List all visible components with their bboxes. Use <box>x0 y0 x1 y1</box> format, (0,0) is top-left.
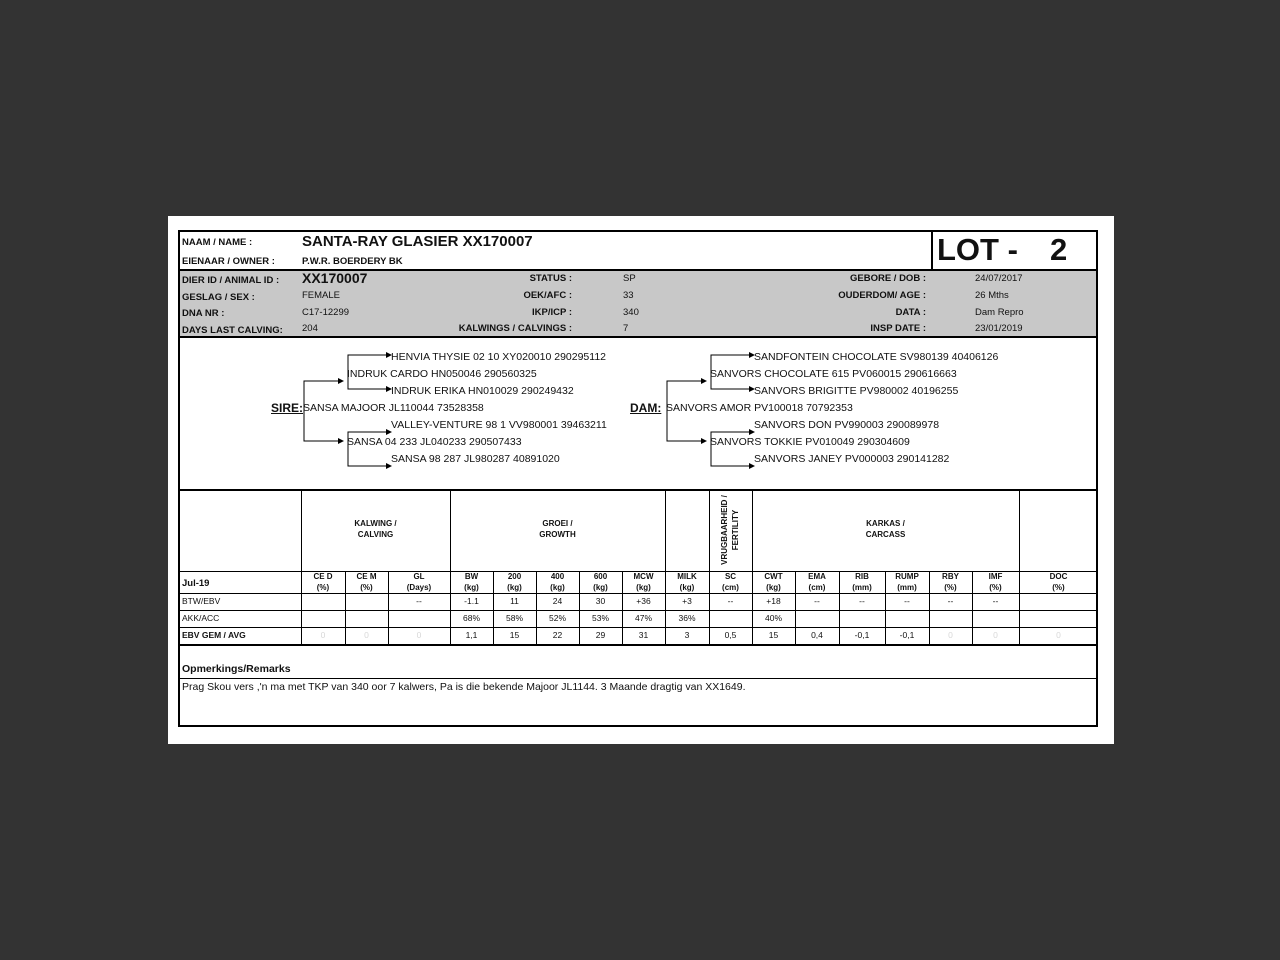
column-header-line: DOC <box>1049 572 1068 581</box>
table-cell: +18 <box>766 596 781 606</box>
group-growth <box>450 518 665 540</box>
dob-value: 24/07/2017 <box>975 273 1023 284</box>
divider <box>709 490 710 571</box>
lot-card <box>178 230 1098 727</box>
dob-label: GEBORE / DOB : <box>849 273 926 284</box>
column-header-line: EMA <box>808 572 826 581</box>
column-header <box>885 572 929 593</box>
column-header-line: (%) <box>944 582 957 592</box>
sire-dam-dam: SANSA 98 287 JL980287 40891020 <box>391 453 560 465</box>
table-cell: -0,1 <box>854 630 870 640</box>
column-header <box>536 572 579 593</box>
sire-dam: SANSA 04 233 JL040233 290507433 <box>347 436 522 448</box>
name-label: NAAM / NAME : <box>182 237 253 248</box>
table-cell: 22 <box>552 630 563 640</box>
column-header-line: 200 <box>507 572 522 581</box>
column-header-line: (%) <box>360 582 373 592</box>
column-header-line: 400 <box>550 572 565 581</box>
group-calving <box>301 518 450 540</box>
table-cell: -- <box>814 596 820 606</box>
column-header-line: (%) <box>316 582 330 592</box>
column-header <box>795 572 839 593</box>
column-header <box>622 572 665 593</box>
column-header-line: RIB <box>855 572 869 581</box>
group-calving-line: KALWING / <box>354 519 397 528</box>
sex-value: FEMALE <box>302 290 341 301</box>
group-fertility <box>719 485 741 575</box>
table-cell: -- <box>947 596 954 606</box>
sire-sire-sire: HENVIA THYSIE 02 10 XY020010 290295112 <box>391 351 607 363</box>
row-label: EBV GEM / AVG <box>182 630 246 640</box>
divider <box>180 644 1096 646</box>
column-header-line: (kg) <box>464 582 479 592</box>
table-cell: 52% <box>548 613 566 623</box>
sire: SANSA MAJOOR JL110044 73528358 <box>303 402 484 414</box>
column-header-line: (mm) <box>897 582 917 592</box>
group-carcass <box>752 518 1019 540</box>
divider <box>180 593 1096 594</box>
group-growth-line: GROEI / <box>542 519 573 528</box>
table-cell: 40% <box>764 613 782 623</box>
group-fertility-line: VRUGBAARHEID / <box>720 495 729 565</box>
column-header <box>972 572 1019 593</box>
dna-value: C17-12299 <box>302 307 350 318</box>
age-label: OUDERDOM/ AGE : <box>838 290 926 301</box>
column-header-line: (cm) <box>808 582 826 592</box>
dam-label: DAM: <box>630 401 662 415</box>
column-header-line: (kg) <box>679 582 695 592</box>
group-calving-line: CALVING <box>357 530 394 539</box>
table-cell: +36 <box>636 596 651 606</box>
column-header <box>1019 572 1098 593</box>
table-cell: 11 <box>510 596 519 606</box>
divider <box>180 627 1096 628</box>
column-header <box>579 572 622 593</box>
table-cell: -- <box>416 596 422 606</box>
group-growth-line: GROWTH <box>539 530 576 539</box>
column-header <box>450 572 493 593</box>
divider <box>180 678 1096 679</box>
icp-label: IKP/ICP : <box>532 307 572 318</box>
column-header-line: (kg) <box>550 582 565 592</box>
table-cell: 36% <box>678 613 696 623</box>
column-header-line: (kg) <box>593 582 608 592</box>
data-label: DATA : <box>895 307 926 318</box>
sex-label: GESLAG / SEX : <box>182 292 255 303</box>
dam-sire-dam: SANVORS BRIGITTE PV980002 40196255 <box>754 385 959 397</box>
column-header <box>709 572 752 593</box>
table-cell: 0 <box>320 630 326 640</box>
status-label: STATUS : <box>529 273 572 284</box>
table-cell: 31 <box>638 630 649 640</box>
dam-dam-sire: SANVORS DON PV990003 290089978 <box>754 419 940 431</box>
column-header-line: IMF <box>988 572 1003 581</box>
table-cell: 15 <box>768 630 779 640</box>
table-cell: -1.1 <box>464 596 479 606</box>
dam-dam-dam: SANVORS JANEY PV000003 290141282 <box>754 453 950 465</box>
column-header-line: (%) <box>1052 582 1065 592</box>
group-carcass-line: KARKAS / <box>866 519 905 528</box>
sire-dam-sire: VALLEY-VENTURE 98 1 VV980001 39463211 <box>391 419 607 431</box>
dna-label: DNA NR : <box>182 308 225 319</box>
row-label: AKK/ACC <box>182 613 220 623</box>
column-header <box>665 572 709 593</box>
table-cell: 24 <box>552 596 563 606</box>
column-header-line: GL <box>413 572 425 581</box>
paper-sheet <box>168 216 1114 744</box>
owner-label: EIENAAR / OWNER : <box>182 256 275 267</box>
lot-number: 2 <box>1050 232 1068 267</box>
calvings-label: KALWINGS / CALVINGS : <box>458 323 572 334</box>
table-cell: 0 <box>364 630 369 640</box>
calvings-value: 7 <box>623 323 629 334</box>
table-cell: 1,1 <box>465 630 478 640</box>
column-header <box>345 572 388 593</box>
animal-id-value: XX170007 <box>302 270 368 286</box>
table-cell: -- <box>904 596 910 606</box>
insp-label: INSP DATE : <box>870 323 926 334</box>
status-value: SP <box>623 273 636 284</box>
animal-id-label: DIER ID / ANIMAL ID : <box>182 275 280 286</box>
table-cell: 53% <box>591 613 609 623</box>
divider <box>180 489 1096 491</box>
column-header-line: BW <box>464 572 479 581</box>
insp-value: 23/01/2019 <box>975 323 1023 334</box>
column-header-line: 600 <box>593 572 608 581</box>
table-cell: 47% <box>634 613 652 623</box>
column-header <box>388 572 450 593</box>
column-header-line: (%) <box>989 582 1002 592</box>
afc-value: 33 <box>623 290 634 301</box>
column-header-line: RUMP <box>895 572 919 581</box>
column-header <box>301 572 345 593</box>
column-header-line: (Days) <box>406 582 432 592</box>
column-header-line: (cm) <box>722 582 739 592</box>
age-value: 26 Mths <box>975 290 1009 301</box>
table-cell: 29 <box>595 630 606 640</box>
divider <box>1019 490 1020 571</box>
column-header <box>929 572 972 593</box>
period-label: Jul-19 <box>182 578 210 589</box>
days-label: DAYS LAST CALVING: <box>182 325 283 336</box>
days-value: 204 <box>302 323 318 334</box>
sire-sire-dam: INDRUK ERIKA HN010029 290249432 <box>391 385 574 397</box>
afc-label: OEK/AFC : <box>523 290 572 301</box>
divider <box>665 490 666 571</box>
table-cell: -0,1 <box>899 630 915 640</box>
column-header <box>752 572 795 593</box>
remarks-text: Prag Skou vers ,'n ma met TKP van 340 oor 7 kalwers, Pa is die bekende Majoor JL1144. 3 Maande dragtig van XX1649. <box>182 681 746 693</box>
column-header-line: (mm) <box>852 582 872 592</box>
column-header-line: (kg) <box>636 582 651 592</box>
table-cell: 0,5 <box>724 630 737 640</box>
group-fertility-line: FERTILITY <box>731 509 740 551</box>
table-cell: -- <box>859 596 865 606</box>
column-header-line: CE D <box>313 572 333 581</box>
column-header <box>493 572 536 593</box>
table-cell: 3 <box>684 630 690 640</box>
column-header-line: CWT <box>764 572 783 581</box>
column-header-line: RBY <box>942 572 959 581</box>
column-header-line: MILK <box>677 572 697 581</box>
divider <box>180 610 1096 611</box>
icp-value: 340 <box>623 307 639 318</box>
animal-name: SANTA-RAY GLASIER XX170007 <box>302 233 533 250</box>
group-carcass-line: CARCASS <box>865 530 906 539</box>
lot-label: LOT - <box>937 232 1018 267</box>
table-cell: -- <box>727 596 734 606</box>
column-header-line: (kg) <box>507 582 522 592</box>
table-cell: 0 <box>948 630 953 640</box>
sire-label: SIRE: <box>271 401 304 415</box>
table-cell: 0 <box>416 630 422 640</box>
table-cell: 58% <box>505 613 523 623</box>
table-cell: 0 <box>1056 630 1061 640</box>
column-header-line: CE M <box>356 572 377 581</box>
dam-sire: SANVORS CHOCOLATE 615 PV060015 290616663 <box>710 368 957 380</box>
column-header-line: (kg) <box>766 582 781 592</box>
table-cell: 68% <box>462 613 480 623</box>
dam-sire-sire: SANDFONTEIN CHOCOLATE SV980139 40406126 <box>754 351 999 363</box>
sire-sire: INDRUK CARDO HN050046 290560325 <box>347 368 537 380</box>
column-header <box>839 572 885 593</box>
data-value: Dam Repro <box>975 307 1024 318</box>
table-cell: 15 <box>509 630 520 640</box>
dam: SANVORS AMOR PV100018 70792353 <box>666 402 853 414</box>
owner-value: P.W.R. BOERDERY BK <box>302 256 403 267</box>
table-cell: +3 <box>682 596 692 606</box>
table-cell: 0,4 <box>811 630 823 640</box>
row-label: BTW/EBV <box>182 596 221 606</box>
table-cell: 30 <box>595 596 606 606</box>
column-header-line: SC <box>724 572 737 581</box>
table-cell: -- <box>992 596 999 606</box>
column-header-line: MCW <box>633 572 654 581</box>
table-cell: 0 <box>993 630 998 640</box>
remarks-label: Opmerkings/Remarks <box>182 663 291 675</box>
dam-dam: SANVORS TOKKIE PV010049 290304609 <box>710 436 910 448</box>
